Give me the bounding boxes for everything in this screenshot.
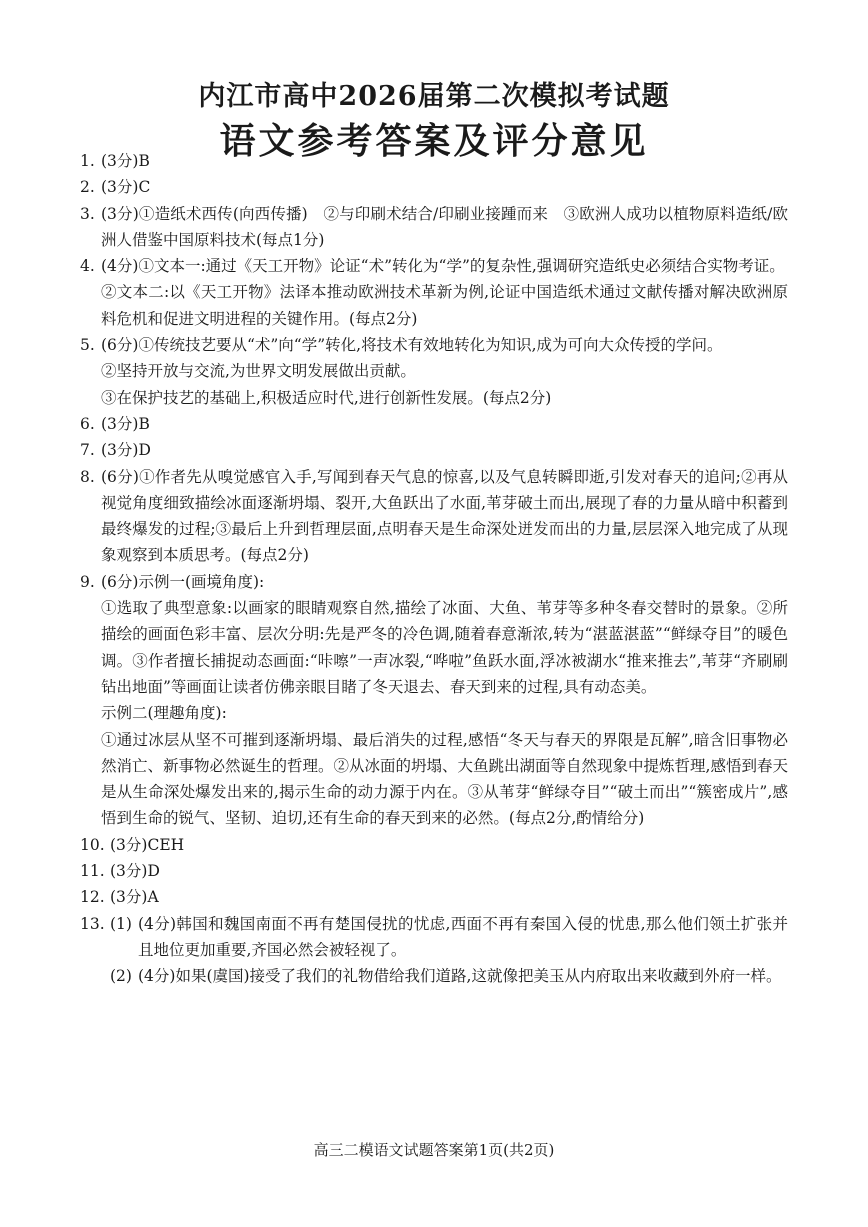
answer-paragraph: ②坚持开放与交流,为世界文明发展做出贡献。: [101, 362, 416, 381]
answer-text: (3分)C: [101, 178, 151, 197]
question-number: 7.: [80, 441, 95, 460]
answer-text: (4分)①文本一:通过《天工开物》论证“术”转化为“学”的复杂性,强调研究造纸史必须结合实物考证。: [101, 257, 785, 276]
question-number: 8.: [80, 467, 95, 486]
question-number: 2.: [80, 178, 95, 197]
question-number: 1.: [80, 152, 95, 170]
answer-item-11: [80, 858, 788, 884]
sub-answer-1: [80, 911, 788, 964]
sub-question-number: (1): [110, 914, 132, 933]
answer-item-4: [80, 253, 788, 332]
answer-text: (3分)①造纸术西传(向西传播) ②与印刷术结合/印刷业接踵而来 ③欧洲人成功以植物原料造纸/欧洲人借鉴中国原料技术(每点1分): [101, 204, 788, 249]
answer-item-2: [80, 174, 788, 200]
answer-item-3: [80, 201, 788, 254]
question-number: 10.: [80, 835, 105, 854]
answer-text: (6分)①传统技艺要从“术”向“学”转化,将技术有效地转化为知识,成为可向大众传授的学问。: [101, 336, 723, 355]
answer-item-10: [80, 832, 788, 858]
answer-paragraph: ①选取了典型意象:以画家的眼睛观察自然,描绘了冰面、大鱼、苇芽等多种冬春交替时的景象。②所描绘的画面色彩丰富、层次分明:先是严冬的冷色调,随着春意渐浓,转为“湛蓝湛蓝”“鲜绿夺目”的暖色调。③作者擅长捕捉动态画面:“咔嚓”一声冰裂,“哗啦”鱼跃水面,浮冰被湖水“推来推去”,苇芽“齐刷刷钻出地面”等画面让读者仿佛亲眼目睹了冬天退去、春天到来的过程,具有动态美。: [101, 599, 788, 696]
answer-paragraph: ②文本二:以《天工开物》法译本推动欧洲技术革新为例,论证中国造纸术通过文献传播对解决欧洲原料危机和促进文明进程的关键作用。(每点2分): [101, 283, 788, 328]
question-number: 9.: [80, 572, 95, 591]
answer-list: [80, 148, 788, 990]
page-footer: 高三二模语文试题答案第1页(共2页): [313, 1141, 555, 1159]
answer-text: (3分)B: [101, 414, 150, 433]
answer-text: (3分)B: [101, 152, 150, 170]
question-number: 13.: [80, 914, 105, 933]
question-number: 12.: [80, 888, 105, 907]
answer-text: (6分)示例一(画境角度):: [101, 572, 265, 591]
answer-text: (3分)D: [110, 862, 160, 881]
document-subtitle: 语文参考答案及评分意见: [219, 120, 649, 162]
answer-item-12: [80, 884, 788, 910]
answer-item-5: [80, 332, 788, 411]
answer-paragraph: ③在保护技艺的基础上,积极适应时代,进行创新性发展。(每点2分): [101, 388, 552, 407]
answer-paragraph: ①通过冰层从坚不可摧到逐渐坍塌、最后消失的过程,感悟“冬天与春天的界限是瓦解”,暗含旧事物必然消亡、新事物必然诞生的哲理。②从冰面的坍塌、大鱼跳出湖面等自然现象中提炼哲理,感悟到春天是从生命深处爆发出来的,揭示生命的动力源于内在。③从苇芽“鲜绿夺目”“破土而出”“簇密成片”,感悟到生命的锐气、坚韧、迫切,还有生命的春天到来的必然。(每点2分,酌情给分): [101, 730, 788, 828]
answer-text: (3分)A: [110, 888, 159, 907]
answer-text: (4分)韩国和魏国南面不再有楚国侵扰的忧虑,西面不再有秦国入侵的忧患,那么他们领土扩张并且地位更加重要,齐国必然会被轻视了。: [138, 914, 788, 959]
answer-text: (6分)①作者先从嗅觉感官入手,写闻到春天气息的惊喜,以及气息转瞬即逝,引发对春天的追问;②再从视觉角度细致描绘冰面逐渐坍塌、裂开,大鱼跃出了水面,苇芽破土而出,展现了春的力量从暗中积蓄到最终爆发的过程;③最后上升到哲理层面,点明春天是生命深处迸发而出的力量,层层深入地完成了从现象观察到本质思考。(每点2分): [101, 467, 788, 565]
sub-question-number: (2): [110, 967, 132, 986]
question-number: 5.: [80, 336, 95, 355]
question-number: 11.: [80, 862, 105, 881]
answer-item-9: [80, 569, 788, 832]
answer-paragraph: 示例二(理趣角度):: [101, 704, 227, 723]
question-number: 6.: [80, 414, 95, 433]
answer-item-6: [80, 411, 788, 437]
answer-text: (3分)D: [101, 441, 151, 460]
answer-item-1: [80, 148, 788, 174]
sub-answer-2: [80, 963, 788, 989]
question-number: 3.: [80, 204, 95, 223]
answer-text: (4分)如果(虞国)接受了我们的礼物借给我们道路,这就像把美玉从内府取出来收藏到外府一样。: [138, 967, 782, 986]
answer-item-13: [80, 911, 788, 990]
answer-item-7: [80, 437, 788, 463]
answer-item-8: [80, 464, 788, 569]
exam-title: 内江市高中2026届第二次模拟考试题: [198, 81, 670, 112]
answer-text: (3分)CEH: [110, 835, 185, 854]
question-number: 4.: [80, 257, 95, 276]
